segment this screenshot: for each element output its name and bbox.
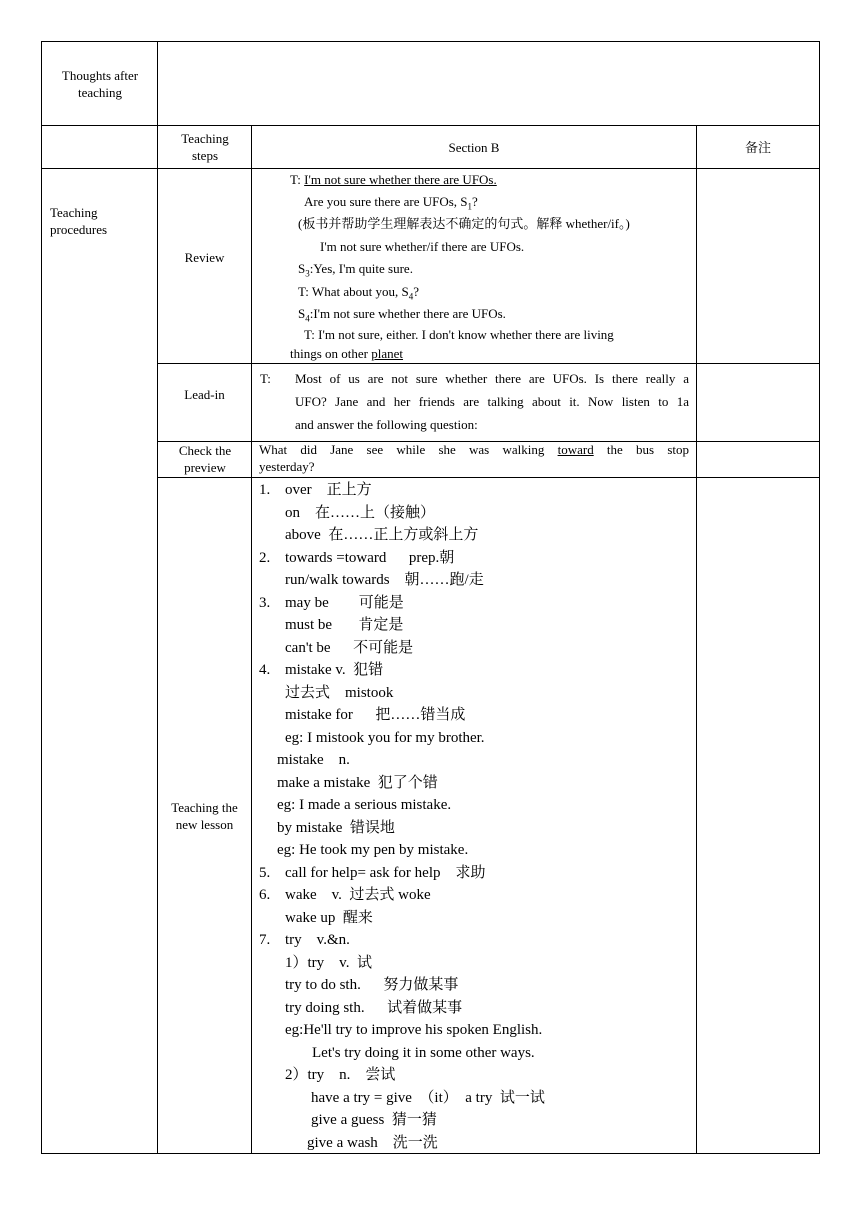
lesson-line: give a guess 猜一猜 xyxy=(311,1112,437,1128)
header-empty-cell xyxy=(41,125,158,169)
leadin-line: Most of us are not sure whether there are UFOs. Is there really a xyxy=(295,371,689,386)
lesson-line: eg: I made a serious mistake. xyxy=(277,797,452,813)
lesson-line: try doing sth. 试着做某事 xyxy=(285,999,463,1016)
review-text-post: ? xyxy=(413,284,419,299)
review-text: S xyxy=(298,261,306,276)
check-line-2: yesterday? xyxy=(259,459,315,474)
item-number: 7. xyxy=(259,932,271,948)
review-subscript: 3 xyxy=(305,268,310,279)
check-notes-cell xyxy=(696,441,820,478)
check-label: Check the preview xyxy=(178,443,232,475)
item-number: 5. xyxy=(259,864,271,881)
review-label: Review xyxy=(184,250,225,265)
item-number: 3. xyxy=(259,594,271,611)
section-header: Section B xyxy=(448,140,500,155)
notes-header: 备注 xyxy=(744,140,771,155)
review-subscript: 4 xyxy=(305,313,310,324)
item-number: 2. xyxy=(259,549,271,566)
review-line xyxy=(290,345,403,363)
review-subscript: 1 xyxy=(467,201,473,212)
review-text: T: What about you, S xyxy=(298,284,409,299)
item-number: 4. xyxy=(259,662,271,678)
review-notes-cell xyxy=(696,168,820,364)
leadin-line: and answer the following question: xyxy=(295,417,478,432)
lesson-line: mistake v. 犯错 xyxy=(285,662,384,678)
lesson-line: eg: He took my pen by mistake. xyxy=(277,842,469,858)
review-text: T: xyxy=(290,172,305,187)
lesson-line: must be 肯定是 xyxy=(285,617,404,633)
lesson-line: Let's try doing it in some other ways. xyxy=(312,1044,535,1061)
check-line-1-post: the bus stop xyxy=(593,442,689,457)
item-number: 1. xyxy=(259,482,271,498)
lesson-line: above 在……正上方或斜上方 xyxy=(285,527,479,543)
review-text: T: I'm not sure, either. I don't know whether there are living xyxy=(304,327,614,342)
lesson-line: give a wash 洗一洗 xyxy=(307,1134,438,1151)
lesson-line: call for help= ask for help 求助 xyxy=(285,864,486,881)
lesson-line: 过去式 mistook xyxy=(285,684,394,701)
review-text-post: :Yes, I'm quite sure. xyxy=(309,261,413,276)
lesson-line: try v.&n. xyxy=(285,932,350,948)
leadin-t: T: xyxy=(260,371,271,386)
lesson-line: eg: I mistook you for my brother. xyxy=(285,729,485,746)
review-step-cell xyxy=(157,168,252,364)
teaching-procedures-label: Teaching procedures xyxy=(50,205,108,237)
lesson-line: 2）try n. 尝试 xyxy=(285,1067,396,1083)
lesson-line: towards =toward prep.朝 xyxy=(285,549,455,566)
review-text-post: :I'm not sure whether there are UFOs. xyxy=(309,306,506,321)
lesson-line: make a mistake 犯了个错 xyxy=(277,774,438,791)
lesson-line: try to do sth. 努力做某事 xyxy=(285,977,459,993)
review-text-post: ? xyxy=(472,194,478,209)
review-text: Are you sure there are UFOs, S xyxy=(304,194,468,209)
check-line-1 xyxy=(259,441,689,459)
check-line-1-pre: What did Jane see while she was walking xyxy=(259,442,558,457)
lesson-line: mistake for 把……错当成 xyxy=(285,707,466,723)
newlesson-notes-cell xyxy=(696,477,820,1154)
newlesson-label: Teaching the new lesson xyxy=(171,800,238,832)
lesson-line: can't be 不可能是 xyxy=(285,639,414,656)
review-underlined: I'm not sure whether there are UFOs. xyxy=(304,172,497,187)
review-line xyxy=(298,260,413,283)
review-line xyxy=(298,283,419,306)
thoughts-content-cell xyxy=(157,41,820,126)
review-text: (板书并帮助学生理解表达不确定的句式。解释 whether/if。) xyxy=(298,216,630,231)
lesson-line: mistake n. xyxy=(277,752,350,768)
procedures-label-cell xyxy=(41,168,158,1154)
review-line xyxy=(298,305,506,328)
lesson-line: wake up 醒来 xyxy=(285,909,373,926)
item-number: 6. xyxy=(259,887,271,903)
review-line xyxy=(320,238,524,256)
review-subscript: 4 xyxy=(408,291,414,302)
lesson-line: run/walk towards 朝……跑/走 xyxy=(285,572,484,588)
review-line xyxy=(304,193,478,216)
lesson-line: have a try = give （it） a try 试一试 xyxy=(311,1089,545,1106)
lesson-line: by mistake 错误地 xyxy=(277,819,395,836)
review-text: S xyxy=(298,306,306,321)
review-line xyxy=(290,171,497,189)
review-line xyxy=(298,215,630,233)
check-line-1-underlined: toward xyxy=(557,442,594,457)
lesson-line: over 正上方 xyxy=(285,482,372,498)
lesson-line: wake v. 过去式 woke xyxy=(285,887,431,903)
review-underlined: planet xyxy=(371,346,404,361)
leadin-line: UFO? Jane and her friends are talking about it. Now listen to 1a xyxy=(295,394,689,409)
review-text: things on other xyxy=(290,346,372,361)
lesson-line: eg:He'll try to improve his spoken English. xyxy=(285,1022,543,1038)
leadin-label: Lead-in xyxy=(184,387,225,402)
lesson-line: 1）try v. 试 xyxy=(285,954,372,971)
thoughts-label: Thoughts after teaching xyxy=(61,68,139,100)
lesson-line: on 在……上（接触） xyxy=(285,504,436,521)
review-text: I'm not sure whether/if there are UFOs. xyxy=(320,239,525,254)
review-line xyxy=(304,326,614,344)
lesson-line: may be 可能是 xyxy=(285,594,404,611)
leadin-notes-cell xyxy=(696,363,820,442)
teaching-steps-header: Teaching steps xyxy=(181,131,229,163)
